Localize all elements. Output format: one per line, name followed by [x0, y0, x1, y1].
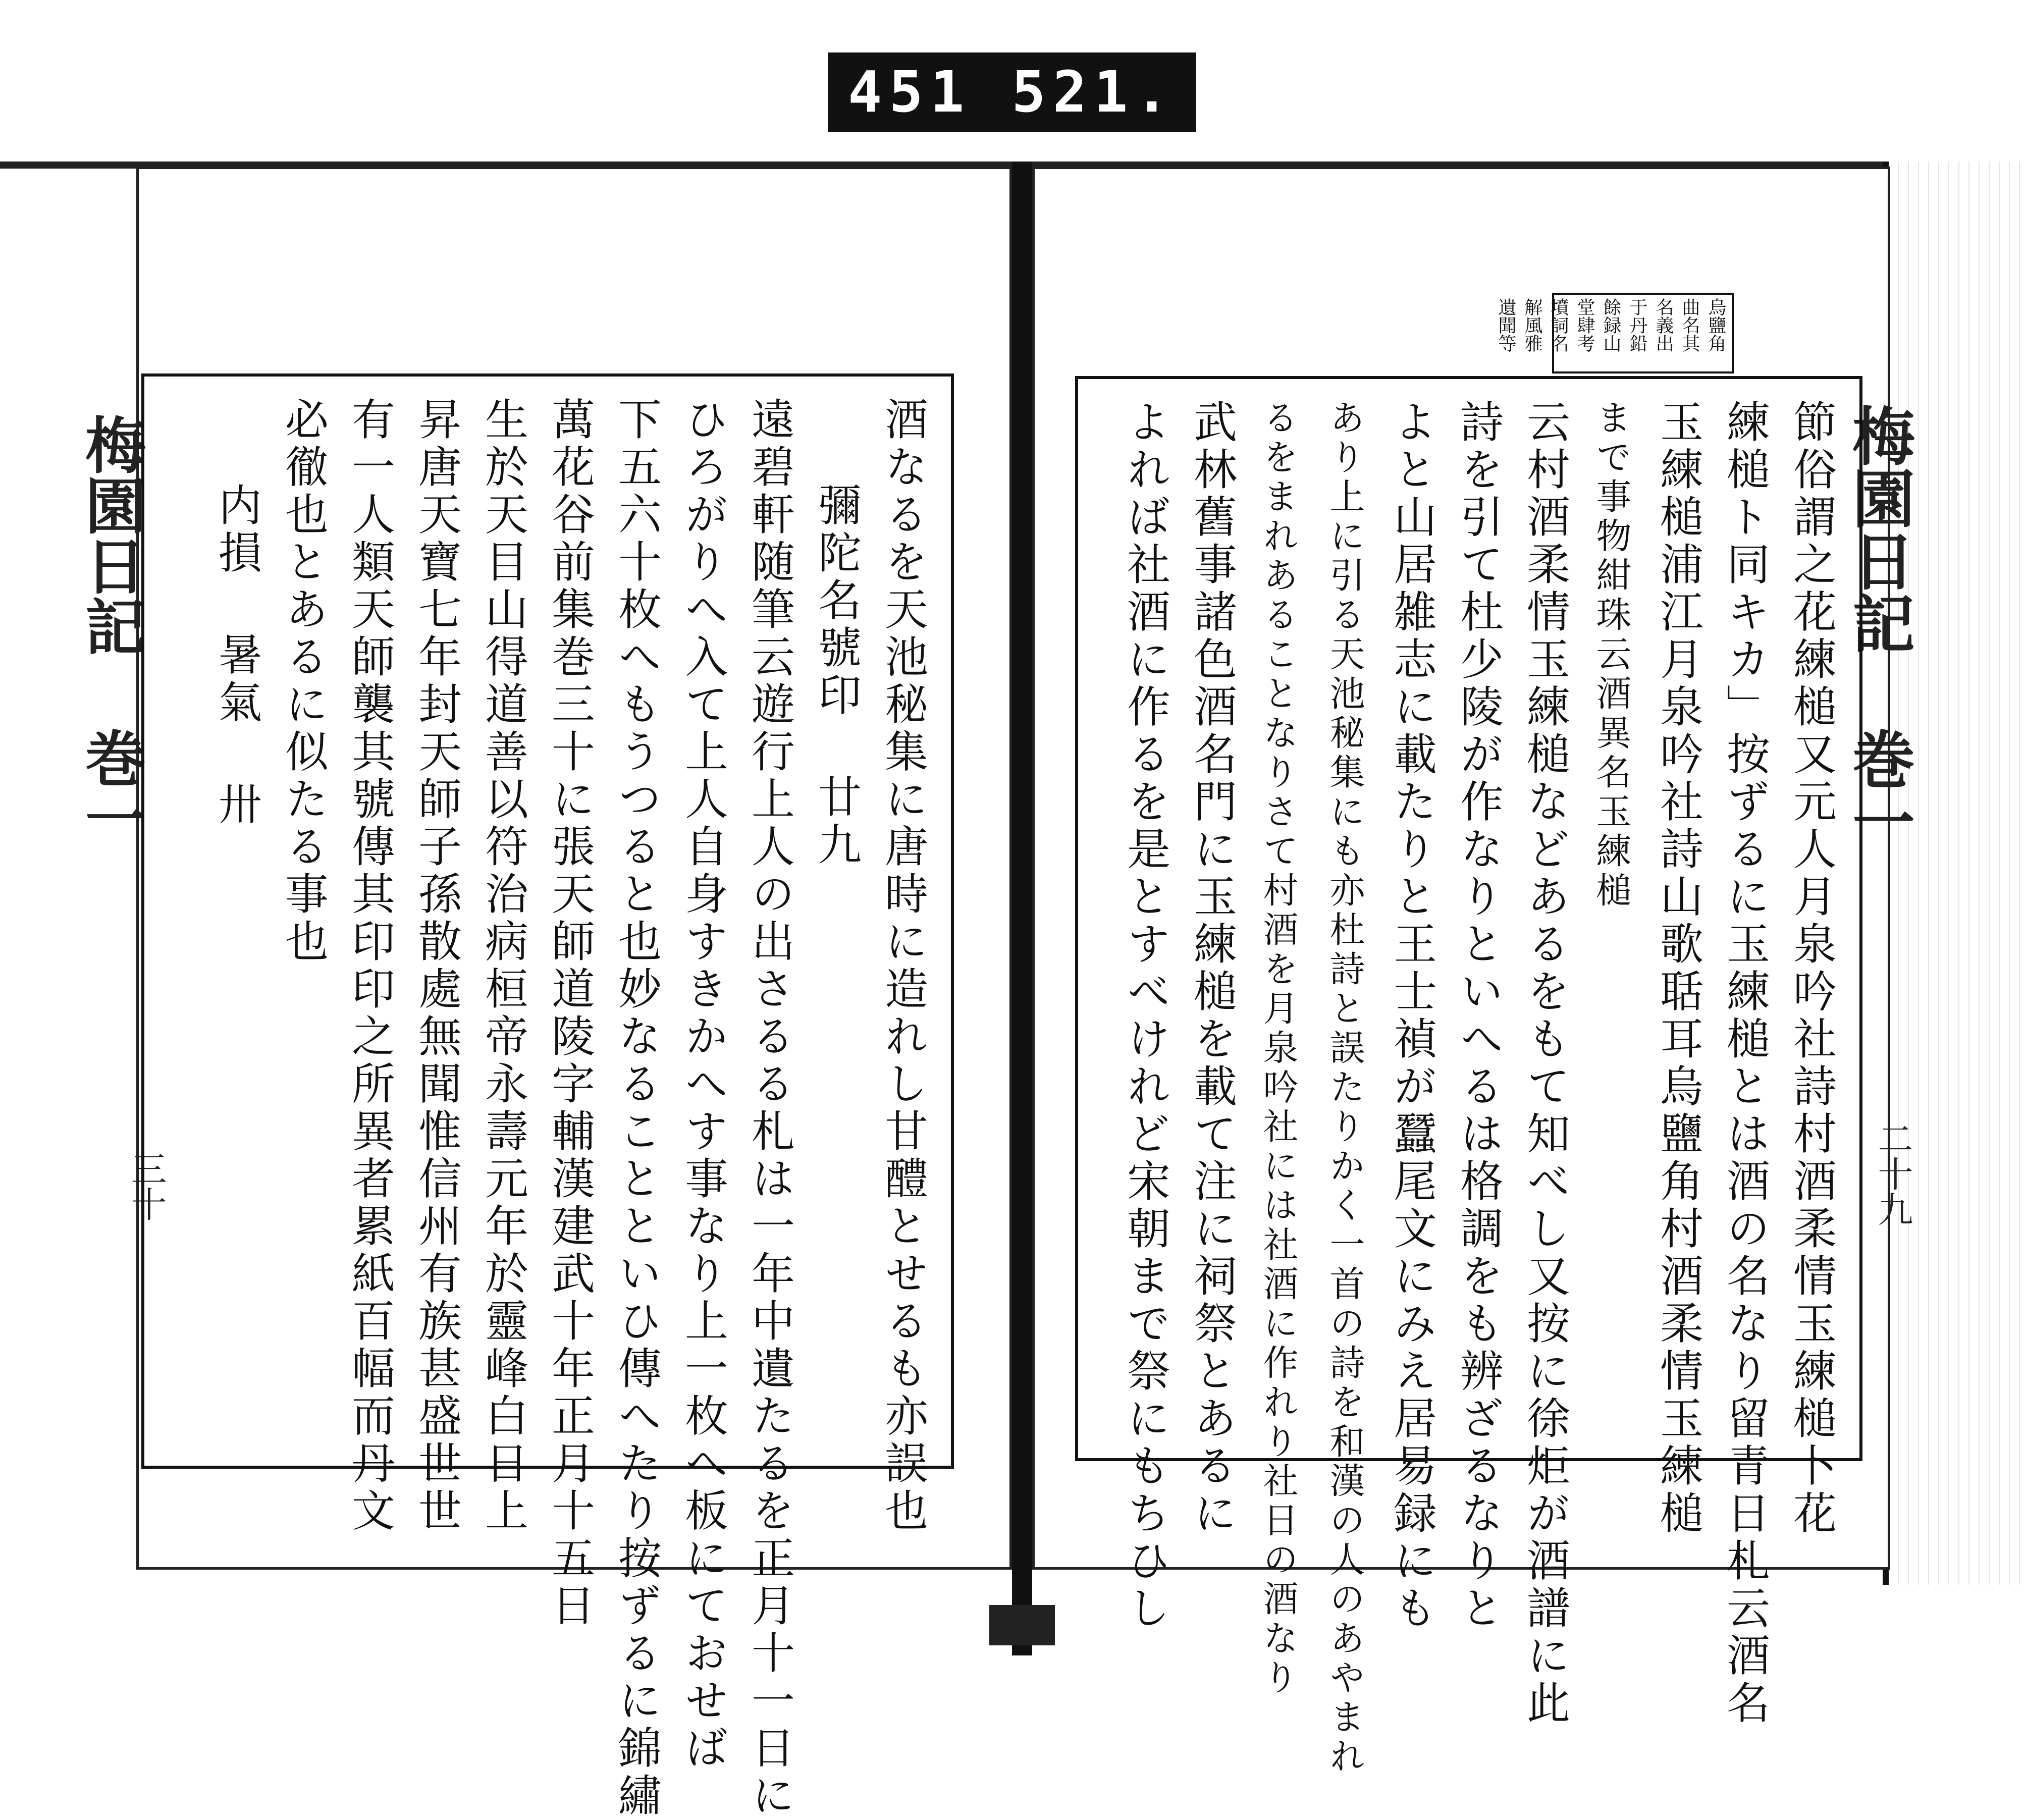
- left-page-folio: 三十: [126, 1151, 167, 1221]
- text-column: 必徹也とあるに似たる事也: [278, 397, 328, 966]
- left-page-text-block: [141, 373, 954, 1820]
- marginalia-column: 于丹鉛: [1627, 298, 1647, 352]
- text-column: 生於天目山得道善以符治病桓帝永壽元年於靈峰白日上: [477, 397, 528, 1535]
- text-column: 有一人類天師襲其號傳其印印之所異者累紙百幅而丹文: [344, 397, 395, 1535]
- book-spine: [1012, 162, 1032, 1655]
- text-column: 詩を引て杜少陵が作なりといへるは格調をも辨ざるなりと: [1453, 399, 1503, 1633]
- text-column: 昇唐天寶七年封天師子孫散處無聞惟信州有族甚盛世世: [411, 397, 461, 1535]
- entry-heading: 内損 暑氣 卅: [211, 483, 261, 829]
- entry-heading: 彌陀名號印 廿九: [811, 483, 861, 869]
- text-column: 武林舊事諸色酒名門に玉練槌を載て注に祠祭とあるに: [1186, 399, 1237, 1538]
- marginalia-column: 墳詞名: [1548, 298, 1569, 352]
- text-column: ひろがりへ入て上人自身すきかへす事なり上一枚へ板にておせば: [677, 397, 728, 1773]
- marginalia-column: 烏鹽角: [1706, 298, 1726, 352]
- text-column: 酒なるを天池秘集に唐時に造れし甘醴とせるも亦誤也: [877, 397, 928, 1535]
- text-column: るをまれあることなりさて村酒を月泉吟社には社酒に作れり社日の酒なり: [1257, 399, 1299, 1698]
- text-column: あり上に引る天池秘集にも亦杜詩と誤たりかく一首の詩を和漢の人のあやまれ: [1324, 399, 1365, 1777]
- marginalia-column: 解風雅: [1522, 298, 1542, 352]
- marginalia-box: [1496, 293, 1734, 373]
- text-column: 下五六十枚へもうつると也妙なることといひ傳へたり按ずるに錦繡: [611, 397, 661, 1820]
- text-column: 玉練槌浦江月泉吟社詩山歌聒耳烏鹽角村酒柔情玉練槌: [1653, 399, 1703, 1538]
- text-column: 云村酒柔情玉練槌などあるをもて知べし又按に徐炬が酒譜に此: [1519, 399, 1570, 1728]
- text-column: 萬花谷前集巻三十に張天師道陵字輔漢建武十年正月十五日: [544, 397, 595, 1630]
- text-column: 遠碧軒随筆云遊行上人の出さるる札は一年中遺たるを正月十一日に: [744, 397, 794, 1820]
- marginalia-column: 曲名其: [1679, 298, 1700, 352]
- marginalia-column: 名義出: [1653, 298, 1674, 352]
- right-page-text-block: [1075, 376, 1862, 1777]
- text-column: よと山居雑志に載たりと王士禎が蠶尾文にみえ居易録にも: [1386, 399, 1436, 1633]
- text-column-note: まで事物紺珠云酒異名玉練槌: [1590, 399, 1632, 911]
- marginalia-column: 遺聞等: [1496, 298, 1516, 352]
- marginalia-column: 堂肆考: [1574, 298, 1595, 352]
- right-page-folio: 二十九: [1872, 1120, 1913, 1226]
- text-column: 練槌ト同キカ」按ずるに玉練槌とは酒の名なり留青日札云酒名: [1719, 399, 1770, 1728]
- text-column: 節俗謂之花練槌又元人月泉吟社詩村酒柔情玉練槌卜花: [1786, 399, 1836, 1538]
- marginalia-column: 餘録山: [1601, 298, 1621, 352]
- frame-number-left: 451: [847, 60, 972, 125]
- book-spine-base: [989, 1605, 1055, 1645]
- right-page-running-title: 梅園日記 巻一: [1842, 404, 1915, 852]
- frame-number-right: 521.: [1011, 60, 1176, 125]
- frame-number-label: [828, 52, 1196, 132]
- text-column: よれば社酒に作るを是とすべけれど宋朝まで祭にもちひし: [1120, 399, 1170, 1633]
- left-page-running-title: 梅園日記 巻一: [75, 414, 146, 848]
